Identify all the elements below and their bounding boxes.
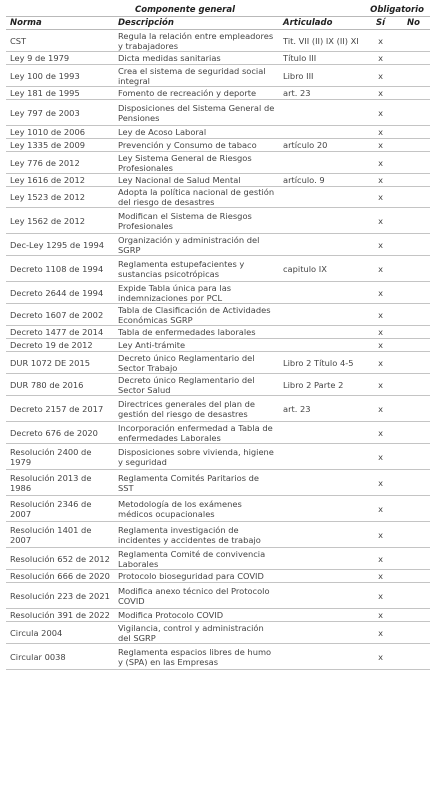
articulado-cell — [279, 152, 364, 174]
norma-cell: Resolución 666 de 2020 — [6, 570, 114, 583]
norma-cell: CST — [6, 30, 114, 52]
no-cell — [397, 522, 430, 548]
si-cell: x — [364, 256, 397, 282]
articulado-cell — [279, 609, 364, 622]
no-cell — [397, 282, 430, 304]
table-body — [6, 30, 430, 670]
articulado-cell: art. 23 — [279, 87, 364, 100]
table-row — [6, 139, 430, 152]
no-cell — [397, 444, 430, 470]
si-cell: x — [364, 522, 397, 548]
no-cell — [397, 234, 430, 256]
descripcion-cell: Incorporación enfermedad a Tabla de enfermedades Laborales — [114, 422, 279, 444]
si-cell: x — [364, 374, 397, 396]
si-cell: x — [364, 396, 397, 422]
si-cell: x — [364, 422, 397, 444]
si-cell: x — [364, 52, 397, 65]
descripcion-cell: Directrices generales del plan de gestión del riesgo de desastres — [114, 396, 279, 422]
table-row — [6, 396, 430, 422]
norma-cell: Decreto 2157 de 2017 — [6, 396, 114, 422]
norma-cell: DUR 1072 DE 2015 — [6, 352, 114, 374]
table-row — [6, 100, 430, 126]
table-row — [6, 52, 430, 65]
si-cell: x — [364, 304, 397, 326]
table-row — [6, 282, 430, 304]
norma-cell: Resolución 2013 de 1986 — [6, 470, 114, 496]
table-row — [6, 30, 430, 52]
si-cell: x — [364, 583, 397, 609]
si-cell: x — [364, 622, 397, 644]
si-cell: x — [364, 87, 397, 100]
table-row — [6, 326, 430, 339]
articulado-cell: Libro III — [279, 65, 364, 87]
descripcion-cell: Vigilancia, control y administración del SGRP — [114, 622, 279, 644]
header-group-row — [6, 4, 430, 17]
norma-cell: Ley 1616 de 2012 — [6, 174, 114, 187]
descripcion-cell: Organización y administración del SGRP — [114, 234, 279, 256]
articulado-cell — [279, 644, 364, 670]
no-cell — [397, 396, 430, 422]
si-cell: x — [364, 644, 397, 670]
si-cell: x — [364, 470, 397, 496]
no-cell — [397, 126, 430, 139]
articulado-cell — [279, 522, 364, 548]
norma-cell: Resolución 652 de 2012 — [6, 548, 114, 570]
header-norma: Norma — [6, 17, 114, 30]
norma-cell: DUR 780 de 2016 — [6, 374, 114, 396]
si-cell: x — [364, 126, 397, 139]
descripcion-cell: Reglamenta Comité de convivencia Laborales — [114, 548, 279, 570]
descripcion-cell: Decreto único Reglamentario del Sector Trabajo — [114, 352, 279, 374]
si-cell: x — [364, 352, 397, 374]
norma-cell: Ley 9 de 1979 — [6, 52, 114, 65]
table-row — [6, 208, 430, 234]
descripcion-cell: Regula la relación entre empleadores y trabajadores — [114, 30, 279, 52]
table-row — [6, 548, 430, 570]
articulado-cell — [279, 100, 364, 126]
si-cell: x — [364, 282, 397, 304]
no-cell — [397, 609, 430, 622]
si-cell: x — [364, 100, 397, 126]
si-cell: x — [364, 139, 397, 152]
no-cell — [397, 256, 430, 282]
descripcion-cell: Decreto único Reglamentario del Sector Salud — [114, 374, 279, 396]
table-row — [6, 422, 430, 444]
no-cell — [397, 208, 430, 234]
si-cell: x — [364, 65, 397, 87]
table-row — [6, 256, 430, 282]
table-row — [6, 339, 430, 352]
no-cell — [397, 174, 430, 187]
articulado-cell — [279, 583, 364, 609]
table-row — [6, 570, 430, 583]
articulado-cell: Tit. VII (II) IX (II) XI — [279, 30, 364, 52]
descripcion-cell: Tabla de enfermedades laborales — [114, 326, 279, 339]
articulado-cell: art. 23 — [279, 396, 364, 422]
header-si: Sí — [364, 17, 397, 30]
table-row — [6, 609, 430, 622]
table-row — [6, 152, 430, 174]
articulado-cell — [279, 304, 364, 326]
norma-cell: Resolución 2346 de 2007 — [6, 496, 114, 522]
si-cell: x — [364, 174, 397, 187]
no-cell — [397, 374, 430, 396]
no-cell — [397, 339, 430, 352]
descripcion-cell: Tabla de Clasificación de Actividades Económicas SGRP — [114, 304, 279, 326]
table-row — [6, 496, 430, 522]
descripcion-cell: Expide Tabla única para las indemnizaciones por PCL — [114, 282, 279, 304]
articulado-cell — [279, 208, 364, 234]
table-row — [6, 87, 430, 100]
no-cell — [397, 100, 430, 126]
table-row — [6, 174, 430, 187]
no-cell — [397, 152, 430, 174]
articulado-cell: capitulo IX — [279, 256, 364, 282]
table-row — [6, 444, 430, 470]
table-row — [6, 374, 430, 396]
descripcion-cell: Ley Sistema General de Riesgos Profesionales — [114, 152, 279, 174]
si-cell: x — [364, 548, 397, 570]
table-row — [6, 65, 430, 87]
norma-cell: Ley 776 de 2012 — [6, 152, 114, 174]
descripcion-cell: Dicta medidas sanitarias — [114, 52, 279, 65]
articulado-cell — [279, 234, 364, 256]
descripcion-cell: Ley Nacional de Salud Mental — [114, 174, 279, 187]
descripcion-cell: Crea el sistema de seguridad social integral — [114, 65, 279, 87]
norma-cell: Ley 1523 de 2012 — [6, 187, 114, 208]
articulado-cell — [279, 548, 364, 570]
table-row — [6, 126, 430, 139]
si-cell: x — [364, 234, 397, 256]
no-cell — [397, 570, 430, 583]
descripcion-cell: Adopta la política nacional de gestión del riesgo de desastres — [114, 187, 279, 208]
table-row — [6, 583, 430, 609]
si-cell: x — [364, 187, 397, 208]
descripcion-cell: Modifican el Sistema de Riesgos Profesionales — [114, 208, 279, 234]
norma-cell: Circular 0038 — [6, 644, 114, 670]
norma-cell: Ley 797 de 2003 — [6, 100, 114, 126]
norma-cell: Decreto 2644 de 1994 — [6, 282, 114, 304]
no-cell — [397, 304, 430, 326]
norma-cell: Resolución 391 de 2022 — [6, 609, 114, 622]
articulado-cell — [279, 622, 364, 644]
descripcion-cell: Metodología de los exámenes médicos ocupacionales — [114, 496, 279, 522]
norma-cell: Ley 1562 de 2012 — [6, 208, 114, 234]
articulado-cell: artículo 20 — [279, 139, 364, 152]
articulado-cell — [279, 326, 364, 339]
norma-cell: Resolución 2400 de 1979 — [6, 444, 114, 470]
norma-cell: Ley 100 de 1993 — [6, 65, 114, 87]
si-cell: x — [364, 152, 397, 174]
descripcion-cell: Ley Anti-trámite — [114, 339, 279, 352]
norma-cell: Dec-Ley 1295 de 1994 — [6, 234, 114, 256]
articulado-cell — [279, 422, 364, 444]
norma-cell: Ley 181 de 1995 — [6, 87, 114, 100]
no-cell — [397, 352, 430, 374]
descripcion-cell: Reglamenta espacios libres de humo y (SPA) en las Empresas — [114, 644, 279, 670]
si-cell: x — [364, 30, 397, 52]
table-row — [6, 644, 430, 670]
descripcion-cell: Protocolo bioseguridad para COVID — [114, 570, 279, 583]
norma-cell: Decreto 1477 de 2014 — [6, 326, 114, 339]
articulado-cell — [279, 444, 364, 470]
header-articulado: Articulado — [279, 17, 364, 30]
norma-cell: Decreto 1607 de 2002 — [6, 304, 114, 326]
no-cell — [397, 470, 430, 496]
regulations-table — [6, 4, 430, 670]
no-cell — [397, 65, 430, 87]
table-row — [6, 352, 430, 374]
norma-cell: Resolución 223 de 2021 — [6, 583, 114, 609]
si-cell: x — [364, 496, 397, 522]
articulado-cell: Libro 2 Parte 2 — [279, 374, 364, 396]
norma-cell: Ley 1010 de 2006 — [6, 126, 114, 139]
table-row — [6, 304, 430, 326]
articulado-cell: Título III — [279, 52, 364, 65]
descripcion-cell: Disposiciones sobre vivienda, higiene y seguridad — [114, 444, 279, 470]
norma-cell: Circula 2004 — [6, 622, 114, 644]
table-row — [6, 187, 430, 208]
descripcion-cell: Reglamenta estupefacientes y sustancias psicotrópicas — [114, 256, 279, 282]
header-no: No — [397, 17, 430, 30]
descripcion-cell: Modifica anexo técnico del Protocolo COVID — [114, 583, 279, 609]
no-cell — [397, 548, 430, 570]
header-descripcion: Descripción — [114, 17, 279, 30]
no-cell — [397, 30, 430, 52]
descripcion-cell: Reglamenta investigación de incidentes y accidentes de trabajo — [114, 522, 279, 548]
articulado-cell — [279, 570, 364, 583]
descripcion-cell: Ley de Acoso Laboral — [114, 126, 279, 139]
table-row — [6, 622, 430, 644]
si-cell: x — [364, 326, 397, 339]
articulado-cell: Libro 2 Título 4-5 — [279, 352, 364, 374]
header-obligatorio: Obligatorio — [364, 4, 430, 17]
no-cell — [397, 139, 430, 152]
no-cell — [397, 644, 430, 670]
table-header — [6, 4, 430, 30]
table-row — [6, 234, 430, 256]
articulado-cell — [279, 282, 364, 304]
header-componente-general: Componente general — [6, 4, 364, 17]
articulado-cell — [279, 496, 364, 522]
no-cell — [397, 326, 430, 339]
articulado-cell — [279, 187, 364, 208]
articulado-cell — [279, 470, 364, 496]
articulado-cell — [279, 339, 364, 352]
si-cell: x — [364, 609, 397, 622]
no-cell — [397, 622, 430, 644]
si-cell: x — [364, 570, 397, 583]
articulado-cell — [279, 126, 364, 139]
descripcion-cell: Prevención y Consumo de tabaco — [114, 139, 279, 152]
no-cell — [397, 187, 430, 208]
norma-cell: Resolución 1401 de 2007 — [6, 522, 114, 548]
descripcion-cell: Fomento de recreación y deporte — [114, 87, 279, 100]
no-cell — [397, 583, 430, 609]
norma-cell: Decreto 1108 de 1994 — [6, 256, 114, 282]
table-row — [6, 522, 430, 548]
descripcion-cell: Disposiciones del Sistema General de Pensiones — [114, 100, 279, 126]
articulado-cell: artículo. 9 — [279, 174, 364, 187]
si-cell: x — [364, 339, 397, 352]
si-cell: x — [364, 208, 397, 234]
no-cell — [397, 496, 430, 522]
norma-cell: Decreto 19 de 2012 — [6, 339, 114, 352]
norma-cell: Decreto 676 de 2020 — [6, 422, 114, 444]
descripcion-cell: Modifica Protocolo COVID — [114, 609, 279, 622]
norma-cell: Ley 1335 de 2009 — [6, 139, 114, 152]
table-row — [6, 470, 430, 496]
no-cell — [397, 52, 430, 65]
no-cell — [397, 422, 430, 444]
header-columns-row — [6, 17, 430, 30]
descripcion-cell: Reglamenta Comités Paritarios de SST — [114, 470, 279, 496]
no-cell — [397, 87, 430, 100]
si-cell: x — [364, 444, 397, 470]
